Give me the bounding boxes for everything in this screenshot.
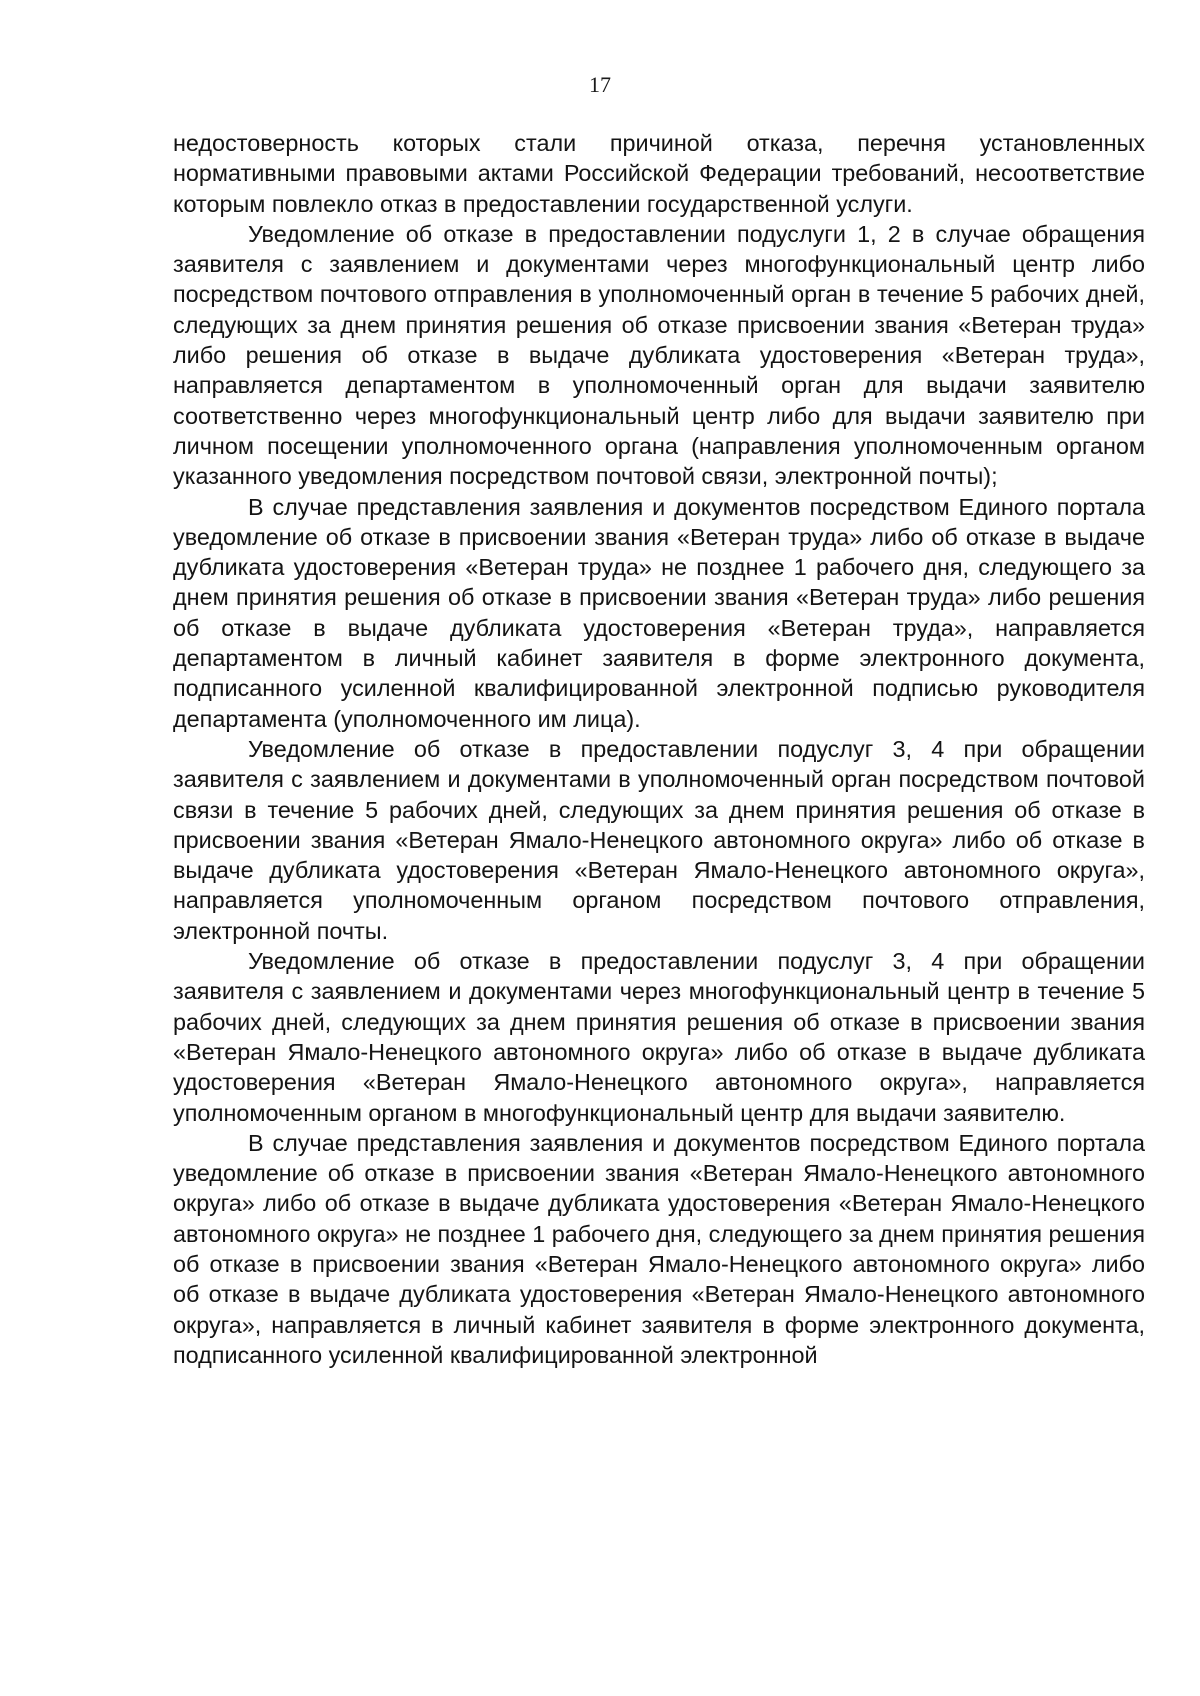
paragraph-notice-subservice-1-2: Уведомление об отказе в предоставлении подуслуги 1, 2 в случае обращения заявителя с заявлением и документами через многофункциональный центр либо посредством почтового отправления в уполномоченный орган в течение 5 рабочих дней, следующих за днем принятия решения об отказе присвоении звания «Ветеран труда» либо решения об отказе в выдаче дубликата удостоверения «Ветеран труда», направляется департаментом в уполномоченный орган для выдачи заявителю соответственно через многофункциональный центр либо для выдачи заявителю при личном посещении уполномоченного органа (направления уполномоченным органом указанного уведомления посредством почтовой связи, электронной почты); bbox=[173, 220, 1145, 490]
paragraph-notice-subservice-3-4-post: Уведомление об отказе в предоставлении подуслуг 3, 4 при обращении заявителя с заявлением и документами в уполномоченный орган посредством почтовой связи в течение 5 рабочих дней, следующих за днем принятия решения об отказе в присвоении звания «Ветеран Ямало-Ненецкого автономного округа» либо об отказе в выдаче дубликата удостоверения «Ветеран Ямало-Ненецкого автономного округа», направляется уполномоченным органом посредством почтового отправления, электронной почты. bbox=[173, 735, 1145, 944]
paragraph-unified-portal-yanao-veteran: В случае представления заявления и документов посредством Единого портала уведомление об отказе в присвоении звания «Ветеран Ямало-Ненецкого автономного округа» либо об отказе в выдаче дубликата удостоверения «Ветеран Ямало-Ненецкого автономного округа» не позднее 1 рабочего дня, следующего за днем принятия решения об отказе в присвоении звания «Ветеран Ямало-Ненецкого автономного округа» либо об отказе в выдаче дубликата удостоверения «Ветеран Ямало-Ненецкого автономного округа», направляется в личный кабинет заявителя в форме электронного документа, подписанного усиленной квалифицированной электронной bbox=[173, 1129, 1145, 1368]
page-number: 17 bbox=[589, 72, 611, 97]
paragraph-notice-subservice-3-4-mfc: Уведомление об отказе в предоставлении подуслуг 3, 4 при обращении заявителя с заявлением и документами через многофункциональный центр в течение 5 рабочих дней, следующих за днем принятия решения об отказе в присвоении звания «Ветеран Ямало-Ненецкого автономного округа» либо об отказе в выдаче дубликата удостоверения «Ветеран Ямало-Ненецкого автономного округа», направляется уполномоченным органом в многофункциональный центр для выдачи заявителю. bbox=[173, 948, 1145, 1126]
paragraph-unified-portal-labor-veteran: В случае представления заявления и документов посредством Единого портала уведомление об отказе в присвоении звания «Ветеран труда» либо об отказе в выдаче дубликата удостоверения «Ветеран труда» не позднее 1 рабочего дня, следующего за днем принятия решения об отказе в присвоении звания «Ветеран труда» либо решения об отказе в выдаче дубликата удостоверения «Ветеран труда», направляется департаментом в личный кабинет заявителя в форме электронного документа, подписанного усиленной квалифицированной электронной подписью руководителя департамента (уполномоченного им лица). bbox=[173, 493, 1145, 732]
document-body bbox=[173, 128, 1145, 1370]
paragraph-continuation: недостоверность которых стали причиной отказа, перечня установленных нормативными правовыми актами Российской Федерации требований, несоответствие которым повлекло отказ в предоставлении государственной услуги. bbox=[173, 130, 1145, 217]
